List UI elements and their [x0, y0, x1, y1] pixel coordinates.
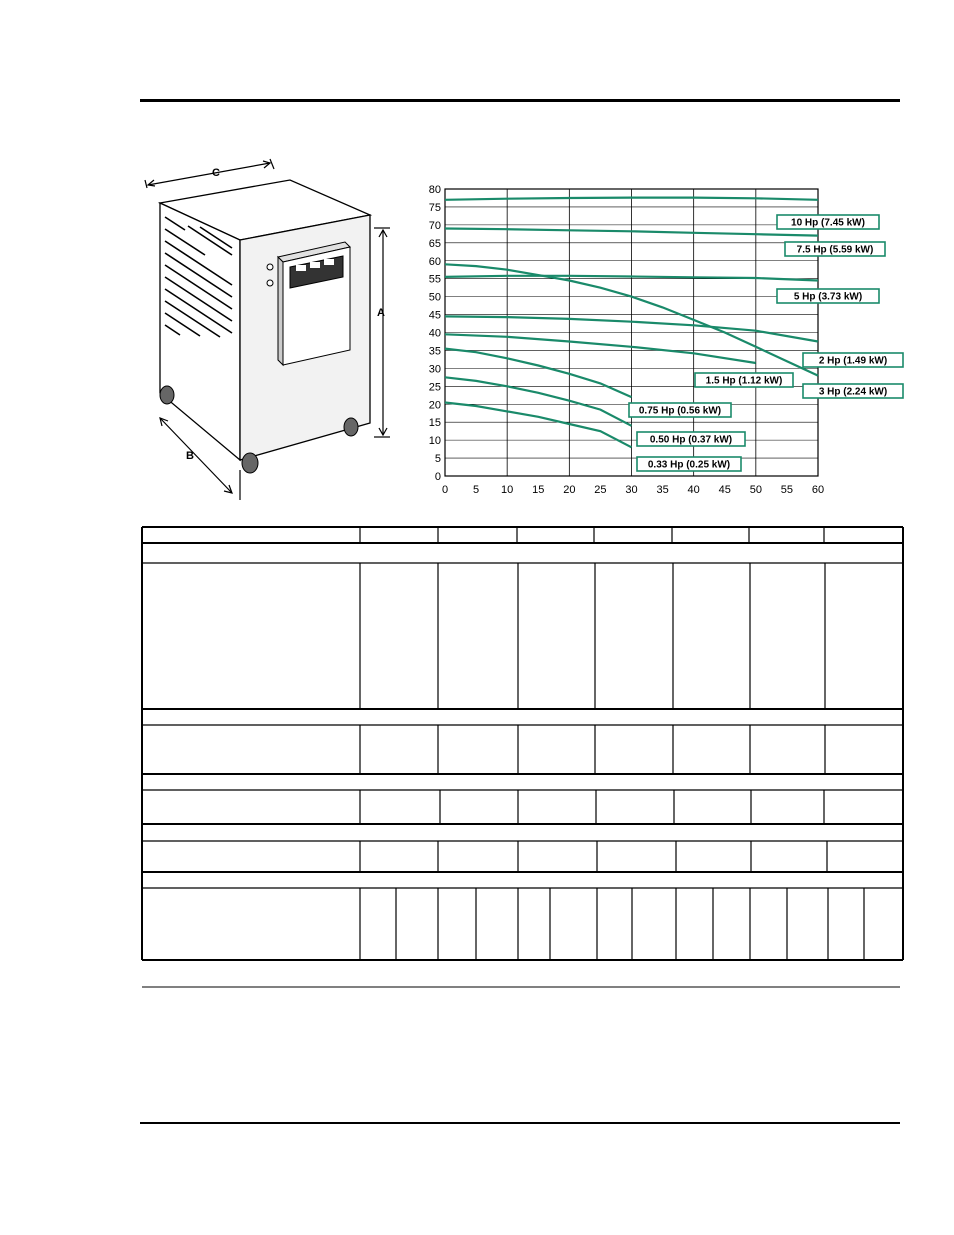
y-tick-label: 40 [428, 327, 441, 340]
y-tick-label: 55 [428, 273, 441, 286]
x-tick-label: 40 [687, 484, 700, 496]
dimension-label-a: A [377, 307, 385, 319]
dimension-label-c: C [212, 167, 220, 179]
x-tick-label: 55 [780, 484, 794, 496]
y-tick-label: 30 [428, 363, 441, 376]
dimension-c [145, 159, 274, 188]
series-label: 2 Hp (1.49 kW) [818, 355, 888, 367]
chiller-unit-illustration [140, 155, 400, 505]
x-tick-label: 25 [594, 484, 607, 496]
series-label: 5 Hp (3.73 kW) [793, 291, 863, 303]
x-tick-label: 5 [473, 484, 480, 496]
x-tick-label: 30 [625, 484, 638, 496]
y-tick-label: 5 [434, 453, 441, 466]
y-tick-label: 50 [428, 291, 441, 304]
y-tick-label: 60 [428, 255, 441, 268]
y-tick-label: 0 [434, 471, 441, 483]
x-tick-label: 20 [563, 484, 576, 496]
x-tick-label: 50 [749, 484, 762, 496]
y-tick-label: 35 [428, 345, 441, 358]
dimension-a [374, 228, 390, 437]
y-tick-label: 80 [428, 184, 441, 196]
x-tick-label: 35 [656, 484, 669, 496]
series-label: 3 Hp (2.24 kW) [818, 386, 888, 398]
header-rule [140, 99, 900, 102]
series-label: 0.75 Hp (0.56 kW) [638, 405, 722, 417]
x-tick-label: 60 [811, 484, 825, 496]
series-label: 0.50 Hp (0.37 kW) [649, 434, 733, 446]
pump-curve-series [445, 334, 756, 363]
y-tick-label: 65 [428, 237, 441, 250]
x-tick-label: 15 [532, 484, 545, 496]
series-label: 1.5 Hp (1.12 kW) [705, 375, 783, 387]
series-label: 7.5 Hp (5.59 kW) [796, 244, 874, 256]
pump-curve-series [445, 403, 632, 448]
control-panel-icon [267, 242, 350, 365]
y-tick-label: 20 [428, 399, 441, 412]
series-label: 10 Hp (7.45 kW) [791, 217, 865, 229]
x-tick-label: 0 [441, 484, 449, 496]
x-tick-label: 10 [501, 484, 514, 496]
y-tick-label: 15 [428, 417, 441, 430]
y-tick-label: 10 [428, 435, 441, 448]
pump-curve-series [445, 349, 632, 398]
dimension-label-b: B [186, 450, 194, 462]
y-tick-label: 45 [428, 309, 441, 322]
y-tick-label: 75 [428, 201, 441, 214]
footer-rule [140, 1122, 900, 1124]
pump-curve-chart [405, 175, 915, 505]
series-label: 0.33 Hp (0.25 kW) [647, 459, 731, 471]
x-tick-label: 45 [718, 484, 731, 496]
y-tick-label: 70 [428, 219, 441, 232]
y-tick-label: 25 [428, 381, 441, 394]
